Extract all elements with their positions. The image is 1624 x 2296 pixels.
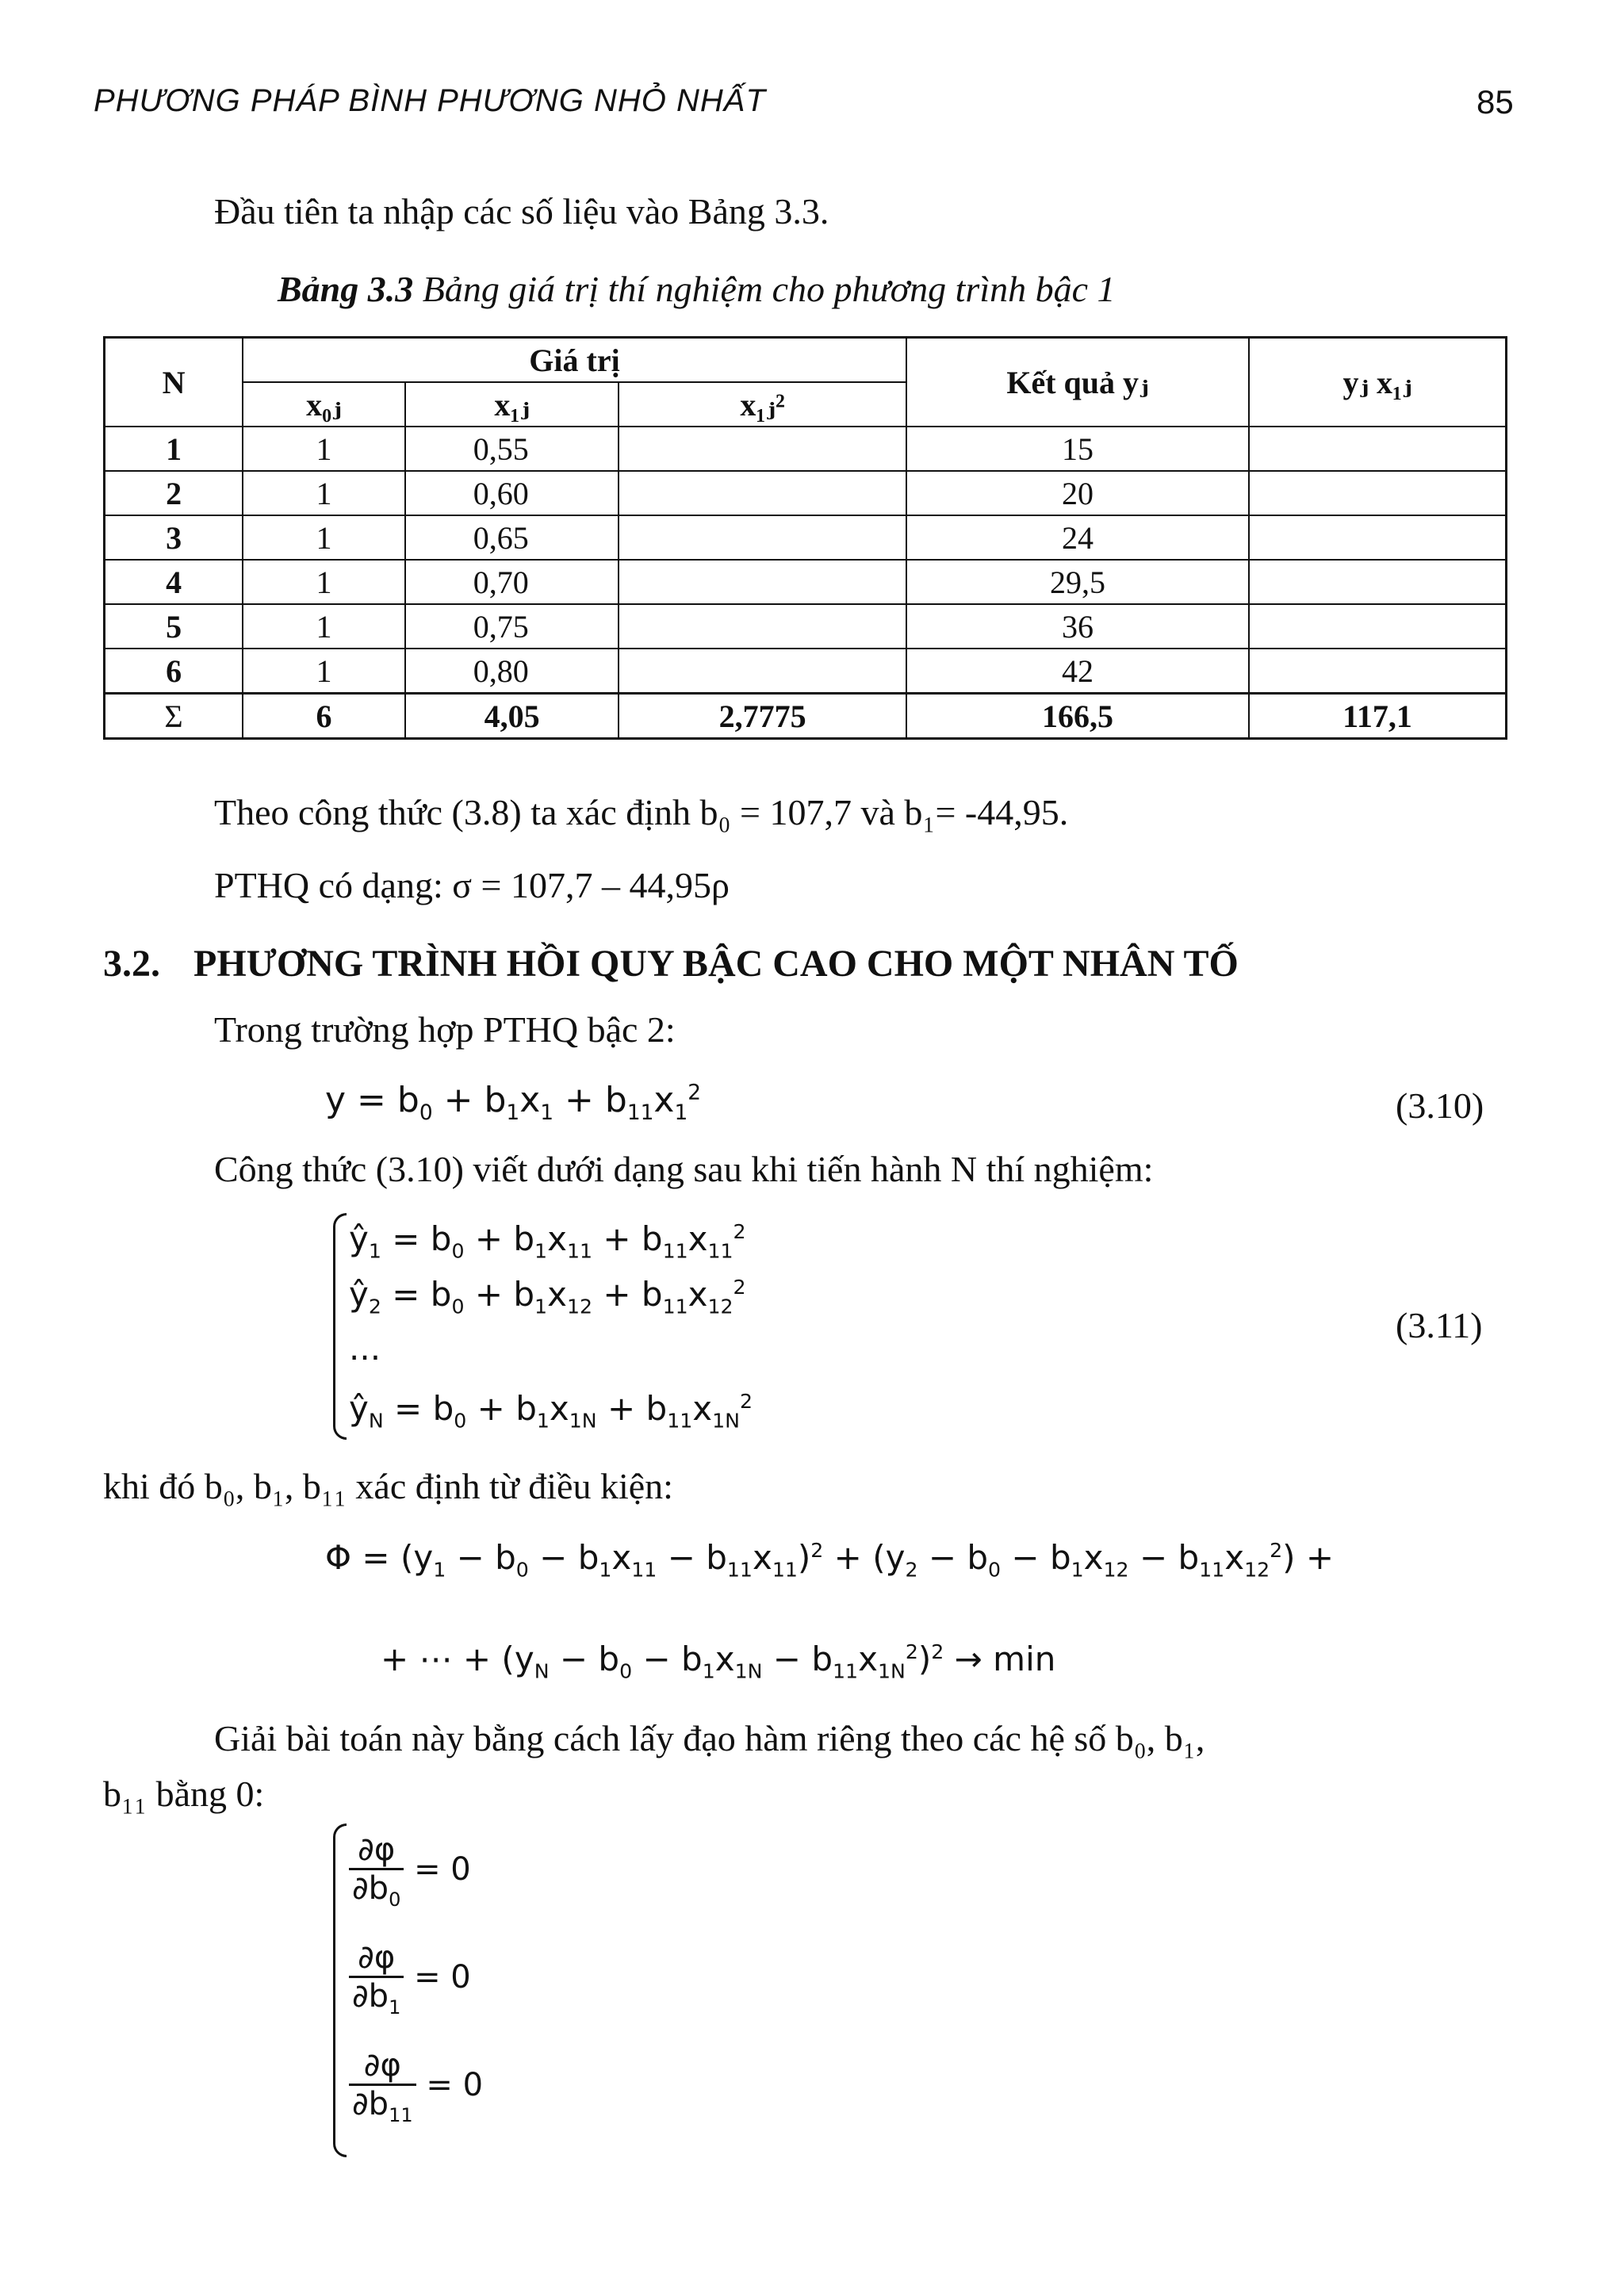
section-number: 3.2. bbox=[103, 943, 160, 985]
cell-x0: 1 bbox=[243, 515, 405, 560]
header-x1: x₁ⱼ bbox=[405, 382, 619, 427]
cell-y: 42 bbox=[906, 649, 1249, 694]
cell-n: 6 bbox=[105, 649, 243, 694]
page-number: 85 bbox=[1477, 83, 1514, 121]
equation-label-3-11: (3.11) bbox=[1396, 1305, 1483, 1345]
derivative-b11: $\frac{\partial\varphi}{\partial b_{11}}$ = 0 bbox=[349, 2047, 483, 2126]
cell-x1: 0,65 bbox=[405, 515, 619, 560]
cell-sum-yx: 117,1 bbox=[1249, 694, 1506, 739]
cell-n: 3 bbox=[105, 515, 243, 560]
equation-dots: ... bbox=[349, 1329, 381, 1368]
cell-n: 4 bbox=[105, 560, 243, 604]
cell-x0: 1 bbox=[243, 427, 405, 471]
cell-x1sq bbox=[619, 604, 906, 649]
cell-x1sq bbox=[619, 649, 906, 694]
cell-y: 29,5 bbox=[906, 560, 1249, 604]
cell-sum-y: 166,5 bbox=[906, 694, 1249, 739]
equation-row-n: $ŷ_N = b_0 + b_1x_{1N} + b_{11}x_{1N}^2$ bbox=[349, 1389, 753, 1433]
equation-row-1: $ŷ_1 = b_0 + b_1x_{11} + b_{11}x_{11}^2$ bbox=[349, 1219, 746, 1263]
cell-x0: 1 bbox=[243, 471, 405, 515]
table-row bbox=[105, 471, 1507, 515]
cell-sum-x1: 4,05 bbox=[405, 694, 619, 739]
table-row bbox=[105, 560, 1507, 604]
paragraph-regression-form: PTHQ có dạng: σ = 107,7 – 44,95ρ bbox=[214, 865, 730, 905]
objective-function-line-1: $\Phi = (y_1 - b_0 - b_1x_{11} - b_{11}x_{11})^2 + (y_2 - b_0 - b_1x_{12} - b_{11}x_{12}^2)$ + bbox=[325, 1538, 1335, 1582]
table-caption-label: Bảng 3.3 bbox=[278, 269, 414, 309]
cell-sum-x0: 6 bbox=[243, 694, 405, 739]
cell-x1: 0,55 bbox=[405, 427, 619, 471]
table-sum-row bbox=[105, 694, 1507, 739]
system-brace-3-11 bbox=[333, 1213, 347, 1440]
cell-x0: 1 bbox=[243, 604, 405, 649]
cell-x1: 0,75 bbox=[405, 604, 619, 649]
section-title: PHƯƠNG TRÌNH HỒI QUY BẬC CAO CHO MỘT NHÂN TỐ bbox=[193, 943, 1239, 985]
paragraph-n-experiments: Công thức (3.10) viết dưới dạng sau khi tiến hành N thí nghiệm: bbox=[214, 1149, 1154, 1189]
cell-x0: 1 bbox=[243, 649, 405, 694]
table-row bbox=[105, 515, 1507, 560]
cell-n: 1 bbox=[105, 427, 243, 471]
table-caption-text: Bảng giá trị thí nghiệm cho phương trình bậc 1 bbox=[422, 269, 1116, 309]
header-result: Kết quả yⱼ bbox=[906, 338, 1249, 427]
cell-x1sq bbox=[619, 427, 906, 471]
derivative-b1: $\frac{\partial\varphi}{\partial b_1}$ = 0 bbox=[349, 1939, 471, 2019]
paragraph-coefficients: Theo công thức (3.8) ta xác định b₀ = 107,7 và b₁= -44,95. bbox=[214, 792, 1069, 832]
cell-y: 15 bbox=[906, 427, 1249, 471]
cell-n: 2 bbox=[105, 471, 243, 515]
objective-function-line-2: + ⋯ + $(y_N - b_0 - b_1x_{1N} - b_{11}x_{1N}^2)^2 \to \min$ bbox=[381, 1640, 1056, 1683]
cell-y: 36 bbox=[906, 604, 1249, 649]
table-row bbox=[105, 604, 1507, 649]
intro-paragraph: Đầu tiên ta nhập các số liệu vào Bảng 3.3. bbox=[214, 191, 829, 232]
cell-yx bbox=[1249, 560, 1506, 604]
cell-x0: 1 bbox=[243, 560, 405, 604]
header-x1sq: x₁ⱼ² bbox=[619, 382, 906, 427]
cell-x1: 0,80 bbox=[405, 649, 619, 694]
cell-yx bbox=[1249, 471, 1506, 515]
header-value-group: Giá trị bbox=[243, 338, 906, 383]
paragraph-derivatives-2: b₁₁ bằng 0: bbox=[103, 1774, 265, 1814]
cell-y: 20 bbox=[906, 471, 1249, 515]
cell-x1sq bbox=[619, 515, 906, 560]
running-title: PHƯƠNG PHÁP BÌNH PHƯƠNG NHỎ NHẤT bbox=[94, 83, 766, 118]
cell-yx bbox=[1249, 649, 1506, 694]
section-heading bbox=[103, 942, 1239, 985]
cell-yx bbox=[1249, 427, 1506, 471]
cell-n: 5 bbox=[105, 604, 243, 649]
paragraph-degree2: Trong trường hợp PTHQ bậc 2: bbox=[214, 1009, 676, 1050]
paragraph-condition: khi đó b₀, b₁, b₁₁ xác định từ điều kiện: bbox=[103, 1466, 673, 1506]
cell-x1: 0,70 bbox=[405, 560, 619, 604]
cell-x1sq bbox=[619, 471, 906, 515]
equation-row-2: $ŷ_2 = b_0 + b_1x_{12} + b_{11}x_{12}^2$ bbox=[349, 1275, 746, 1318]
header-n: N bbox=[105, 338, 243, 427]
cell-yx bbox=[1249, 604, 1506, 649]
table-row bbox=[105, 649, 1507, 694]
header-yx: yⱼ x₁ⱼ bbox=[1249, 338, 1506, 427]
table-row bbox=[105, 427, 1507, 471]
table-caption bbox=[278, 268, 1116, 310]
cell-sum-x1sq: 2,7775 bbox=[619, 694, 906, 739]
cell-x1sq bbox=[619, 560, 906, 604]
paragraph-derivatives-1: Giải bài toán này bằng cách lấy đạo hàm riêng theo các hệ số b₀, b₁, bbox=[214, 1718, 1205, 1758]
cell-yx bbox=[1249, 515, 1506, 560]
cell-x1: 0,60 bbox=[405, 471, 619, 515]
data-table bbox=[103, 336, 1507, 740]
equation-3-10: $y = b_0 + b_1x_1 + b_{11}x_1^2$ bbox=[325, 1080, 702, 1125]
equation-label-3-10: (3.10) bbox=[1396, 1085, 1484, 1126]
derivative-b0: $\frac{\partial\varphi}{\partial b_0}$ = 0 bbox=[349, 1831, 471, 1911]
cell-y: 24 bbox=[906, 515, 1249, 560]
system-brace-derivatives bbox=[333, 1823, 347, 2157]
header-x0: x₀ⱼ bbox=[243, 382, 405, 427]
cell-sum-n: Σ bbox=[105, 694, 243, 739]
